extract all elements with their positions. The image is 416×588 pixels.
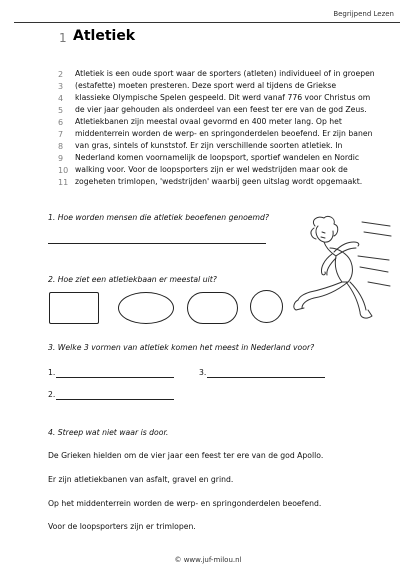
- passage-line: (estafette) moeten presteren. Deze sport werd al tijdens de Griekse: [75, 81, 337, 90]
- answer-line-q3-2[interactable]: [56, 399, 174, 400]
- passage-line: van gras, sintels of kunststof. Er zijn verschillende soorten atletiek. In: [75, 141, 343, 150]
- line-number: 5: [58, 106, 64, 115]
- shape-stadium[interactable]: [187, 292, 238, 324]
- footer-credit: © www.juf-milou.nl: [174, 556, 242, 564]
- statement-4[interactable]: Voor de loopsporters zijn er trimlopen.: [48, 522, 196, 531]
- passage-line: de vier jaar gehouden als onderdeel van een feest ter ere van de god Zeus.: [75, 105, 367, 114]
- line-number: 6: [58, 118, 64, 127]
- passage-line: middenterrein worden de werp- en springonderdelen beoefend. Er zijn banen: [75, 129, 373, 138]
- header-divider: [14, 22, 400, 23]
- shape-rectangle[interactable]: [49, 292, 99, 324]
- line-number: 2: [58, 70, 64, 79]
- header-label: Begrijpend Lezen: [333, 10, 394, 18]
- answer-line-q3-1[interactable]: [56, 377, 174, 378]
- answer-line-q3-3[interactable]: [207, 377, 325, 378]
- shape-circle[interactable]: [250, 290, 283, 323]
- question-4: 4. Streep wat niet waar is door.: [48, 428, 169, 437]
- statement-3[interactable]: Op het middenterrein worden de werp- en springonderdelen beoefend.: [48, 499, 322, 508]
- statement-1[interactable]: De Grieken hielden om de vier jaar een feest ter ere van de god Apollo.: [48, 451, 324, 460]
- passage-line: zogeheten trimlopen, 'wedstrijden' waarbij geen uitslag wordt opgemaakt.: [75, 177, 363, 186]
- passage-line: Atletiekbanen zijn meestal ovaal gevormd en 400 meter lang. Op het: [75, 117, 342, 126]
- statement-2[interactable]: Er zijn atletiekbanen van asfalt, gravel en grind.: [48, 475, 234, 484]
- line-number: 3: [58, 82, 64, 91]
- line-number: 8: [58, 142, 64, 151]
- line-number: 4: [58, 94, 64, 103]
- question-2: 2. Hoe ziet een atletiekbaan er meestal uit?: [48, 275, 217, 284]
- passage-line: Nederland komen voornamelijk de loopsport, sportief wandelen en Nordic: [75, 153, 360, 162]
- question-1: 1. Hoe worden mensen die atletiek beoefenen genoemd?: [48, 213, 269, 222]
- line-number: 9: [58, 154, 64, 163]
- line-number: 10: [58, 166, 69, 175]
- passage-line: klassieke Olympische Spelen gespeeld. Dit werd vanaf 776 voor Christus om: [75, 93, 371, 102]
- page-title: Atletiek: [73, 28, 136, 44]
- passage-line: walking voor. Voor de loopsporters zijn er wel wedstrijden maar ook de: [75, 165, 348, 174]
- answer-line-q1[interactable]: [48, 243, 266, 244]
- runner-illustration: [288, 212, 392, 326]
- answer-number-3: 3.: [199, 368, 207, 377]
- question-3: 3. Welke 3 vormen van atletiek komen het meest in Nederland voor?: [48, 343, 315, 352]
- answer-number-1: 1.: [48, 368, 56, 377]
- passage-line: Atletiek is een oude sport waar de sporters (atleten) individueel of in groepen: [75, 69, 375, 78]
- answer-number-2: 2.: [48, 390, 56, 399]
- title-line-number: 1: [59, 31, 67, 45]
- shape-oval[interactable]: [118, 292, 174, 324]
- line-number: 11: [58, 178, 69, 187]
- line-number: 7: [58, 130, 64, 139]
